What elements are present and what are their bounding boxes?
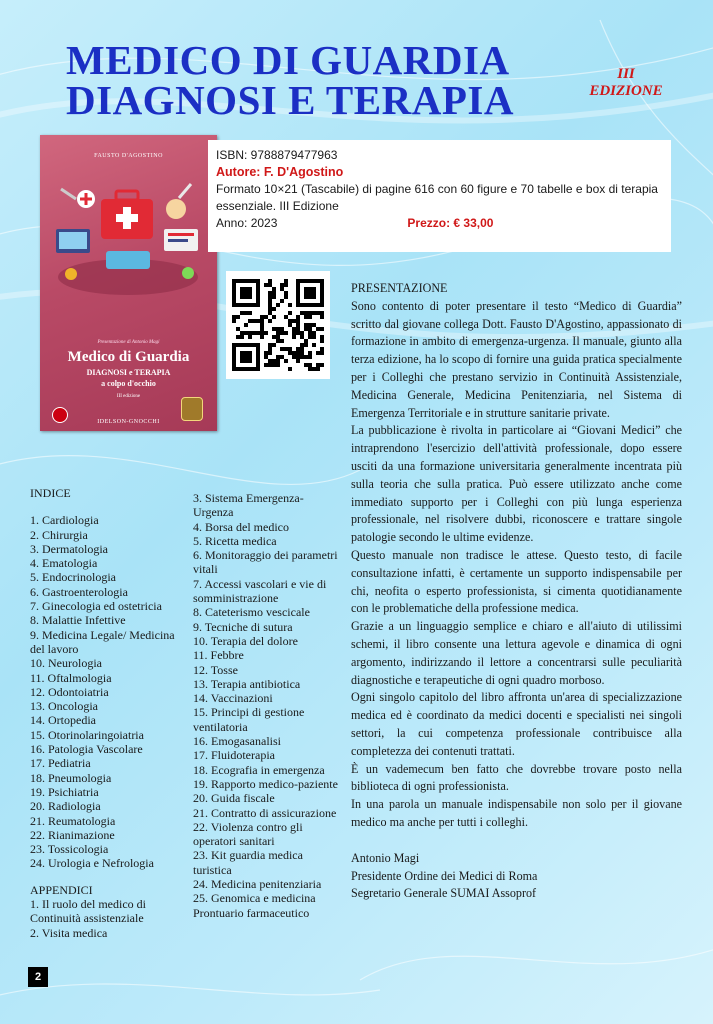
title-line-2: DIAGNOSI E TERAPIA bbox=[66, 77, 514, 123]
cover-title: Medico di Guardia bbox=[67, 349, 190, 365]
edition-label bbox=[576, 66, 676, 100]
indice-item: 18. Ecografia in emergenza bbox=[193, 762, 325, 777]
title-line-1: MEDICO DI GUARDIA bbox=[66, 37, 510, 83]
signature-role: Segretario Generale SUMAI Assoprof bbox=[351, 886, 537, 901]
indice-item: 13. Terapia antibiotica bbox=[193, 676, 301, 691]
indice-item: 11. Oftalmologia bbox=[30, 670, 112, 685]
indice-item: 21. Reumatologia bbox=[30, 813, 116, 828]
indice-list-2 bbox=[193, 491, 343, 920]
indice-list-1 bbox=[30, 513, 190, 870]
indice-item: 3. Sistema Emergenza-Urgenza bbox=[193, 491, 304, 520]
presentazione-paragraph: Questo manuale non tradisce le attese. Questo testo, di facile consultazione infatti, è certamente un supporto indispensabile per chi, neofita o esperto professionista, si cimenta quotidianamente con le problematiche della professione medica. bbox=[351, 547, 682, 616]
indice-item: 6. Gastroenterologia bbox=[30, 584, 128, 599]
indice-item: 8. Cateterismo vescicale bbox=[193, 605, 310, 620]
indice-item: 10. Terapia del dolore bbox=[193, 633, 298, 648]
presentazione-paragraph: In una parola un manuale indispensabile non solo per il giovane medico ma anche per tutti i colleghi. bbox=[351, 797, 682, 829]
appendici-item: 1. Il ruolo del medico di Continuità assistenziale bbox=[30, 897, 146, 926]
indice-item: 22. Violenza contro gli operatori sanitari bbox=[193, 819, 303, 849]
indice-item: 14. Vaccinazioni bbox=[193, 691, 273, 706]
indice-item: 18. Pneumologia bbox=[30, 770, 112, 785]
book-cover bbox=[40, 135, 217, 431]
indice-item: 19. Psichiatria bbox=[30, 784, 99, 799]
indice-item: 17. Fluidoterapia bbox=[193, 748, 275, 763]
indice-item: 16. Emogasanalisi bbox=[193, 734, 281, 749]
qr-code-icon bbox=[232, 279, 324, 371]
cover-subtitle: DIAGNOSI e TERAPIA bbox=[86, 368, 171, 377]
cover-presentation: Presentazione di Antonio Magi bbox=[97, 340, 160, 345]
presentazione-section bbox=[351, 280, 682, 903]
indice-item: 15. Principi di gestione ventilatoria bbox=[193, 705, 305, 734]
indice-item: 9. Tecniche di sutura bbox=[193, 619, 293, 634]
indice-item: 24. Urologia e Nefrologia bbox=[30, 856, 154, 871]
signature-role: Presidente Ordine dei Medici di Roma bbox=[351, 868, 538, 883]
indice-column-1 bbox=[30, 486, 190, 940]
signature bbox=[351, 850, 682, 903]
indice-item: 20. Radiologia bbox=[30, 799, 101, 814]
indice-item: 7. Ginecologia ed ostetricia bbox=[30, 599, 162, 614]
main-title bbox=[66, 37, 586, 123]
presentazione-heading: PRESENTAZIONE bbox=[351, 281, 448, 295]
indice-item: 4. Ematologia bbox=[30, 556, 98, 571]
indice-item: 11. Febbre bbox=[193, 648, 244, 663]
indice-item: 24. Medicina penitenziaria bbox=[193, 877, 322, 892]
cover-publisher: IDELSON-GNOCCHI bbox=[97, 419, 160, 425]
presentazione-paragraph: Sono contento di poter presentare il testo “Medico di Guardia” scritto dal giovane collega Dott. Fausto D'Agostino, appassionato di formazione in ambito di emergenza-urgenza. Il manuale, giunto alla terza edizione, ha lo scopo di fornire una guida pratica specialmente per i Colleghi che prestano servizio in Continuità Assistenziale, Medicina Generale, Medicina Penitenziaria, nel Sistema di Emergenza Territoriale e in strutture sanitarie private. bbox=[351, 298, 682, 420]
indice-item: 17. Pediatria bbox=[30, 756, 91, 771]
edition-line-2: EDIZIONE bbox=[589, 83, 663, 99]
indice-item: 19. Rapporto medico-paziente bbox=[193, 776, 338, 791]
indice-item: 23. Kit guardia medica turistica bbox=[193, 848, 303, 877]
presentazione-paragraph: È un vademecum ben fatto che dovrebbe trovare posto nella biblioteca di ogni professionista. bbox=[351, 761, 682, 794]
isbn: ISBN: 9788879477963 bbox=[216, 148, 338, 162]
appendici-list bbox=[30, 897, 190, 940]
indice-item: 5. Endocrinologia bbox=[30, 570, 116, 585]
indice-item: 4. Borsa del medico bbox=[193, 519, 289, 534]
presentazione-paragraph: La pubblicazione è rivolta in particolare ai “Giovani Medici” che intraprendono l'esercizio dell'attività professionale, dopo essere usciti da una formazione universitaria generalmente incentrata più sulla teoria che sulla pratica. Può essere utilizzato anche come immediato supporto per i Colleghi con più lunga esperienza professionale, nel risolvere dubbi, riconoscere e trattare singole patologie secondo le ultime evidenze. bbox=[351, 423, 682, 545]
indice-item: 12. Tosse bbox=[193, 662, 238, 677]
indice-item: 12. Odontoiatria bbox=[30, 684, 109, 699]
cover-edition: III edizione bbox=[116, 394, 141, 399]
indice-item: Prontuario farmaceutico bbox=[193, 905, 310, 920]
indice-item: 3. Dermatologia bbox=[30, 541, 108, 556]
price: Prezzo: € 33,00 bbox=[407, 216, 494, 230]
indice-item: 9. Medicina Legale/ Medicina del lavoro bbox=[30, 627, 175, 656]
indice-item: 5. Ricetta medica bbox=[193, 533, 277, 548]
year: Anno: 2023 bbox=[216, 216, 278, 230]
signature-name: Antonio Magi bbox=[351, 850, 420, 865]
indice-item: 14. Ortopedia bbox=[30, 713, 96, 728]
author: Autore: F. D'Agostino bbox=[216, 165, 344, 179]
format-description: Formato 10×21 (Tascabile) di pagine 616 con 60 figure e 70 tabelle e box di terapia essenziale. III Edizione bbox=[216, 182, 658, 213]
indice-item: 7. Accessi vascolari e vie di somministrazione bbox=[193, 576, 327, 606]
indice-column-2 bbox=[193, 491, 343, 920]
indice-item: 10. Neurologia bbox=[30, 656, 102, 671]
indice-item: 25. Genomica e medicina bbox=[193, 891, 316, 906]
qr-code[interactable] bbox=[226, 271, 330, 379]
indice-item: 8. Malattie Infettive bbox=[30, 613, 126, 628]
indice-item: 1. Cardiologia bbox=[30, 513, 99, 528]
presentazione-paragraph: Ogni singolo capitolo del libro affronta un'area di specializzazione medica ed è coordinato da medici docenti e specialisti nei singoli settori, la cui competenza professionale contribuisce alla completezza dei contenuti trattati. bbox=[351, 690, 682, 758]
indice-item: 13. Oncologia bbox=[30, 699, 98, 714]
indice-item: 16. Patologia Vascolare bbox=[30, 742, 143, 757]
presentazione-paragraph: Grazie a un linguaggio semplice e chiaro e all'aiuto di utilissimi schemi, il libro consente una lettura agevole e dinamica di ogni argomento, indirizzando il lettore a concentrarsi sulle peculiarità diagnostiche e terapeutiche di ogni quadro morboso. bbox=[351, 619, 682, 687]
year-price-row bbox=[216, 215, 663, 232]
indice-item: 22. Rianimazione bbox=[30, 827, 115, 842]
medical-illustration-icon bbox=[46, 169, 211, 309]
appendici-heading: APPENDICI bbox=[30, 882, 93, 897]
book-info-box bbox=[208, 140, 671, 252]
indice-item: 23. Tossicologia bbox=[30, 842, 109, 857]
cover-author: FAUSTO D'AGOSTINO bbox=[94, 153, 163, 159]
indice-item: 15. Otorinolaringoiatria bbox=[30, 727, 144, 742]
indice-item: 6. Monitoraggio dei parametri vitali bbox=[193, 548, 338, 577]
indice-heading: INDICE bbox=[30, 486, 71, 500]
page-number: 2 bbox=[28, 967, 48, 987]
edition-line-1: III bbox=[617, 66, 635, 82]
seal-icon bbox=[181, 397, 203, 421]
indice-item: 20. Guida fiscale bbox=[193, 791, 275, 806]
indice-item: 2. Chirurgia bbox=[30, 527, 88, 542]
indice-item: 21. Contratto di assicurazione bbox=[193, 805, 337, 820]
appendici-item: 2. Visita medica bbox=[30, 925, 108, 940]
cover-subtitle-2: a colpo d'occhio bbox=[101, 379, 156, 388]
